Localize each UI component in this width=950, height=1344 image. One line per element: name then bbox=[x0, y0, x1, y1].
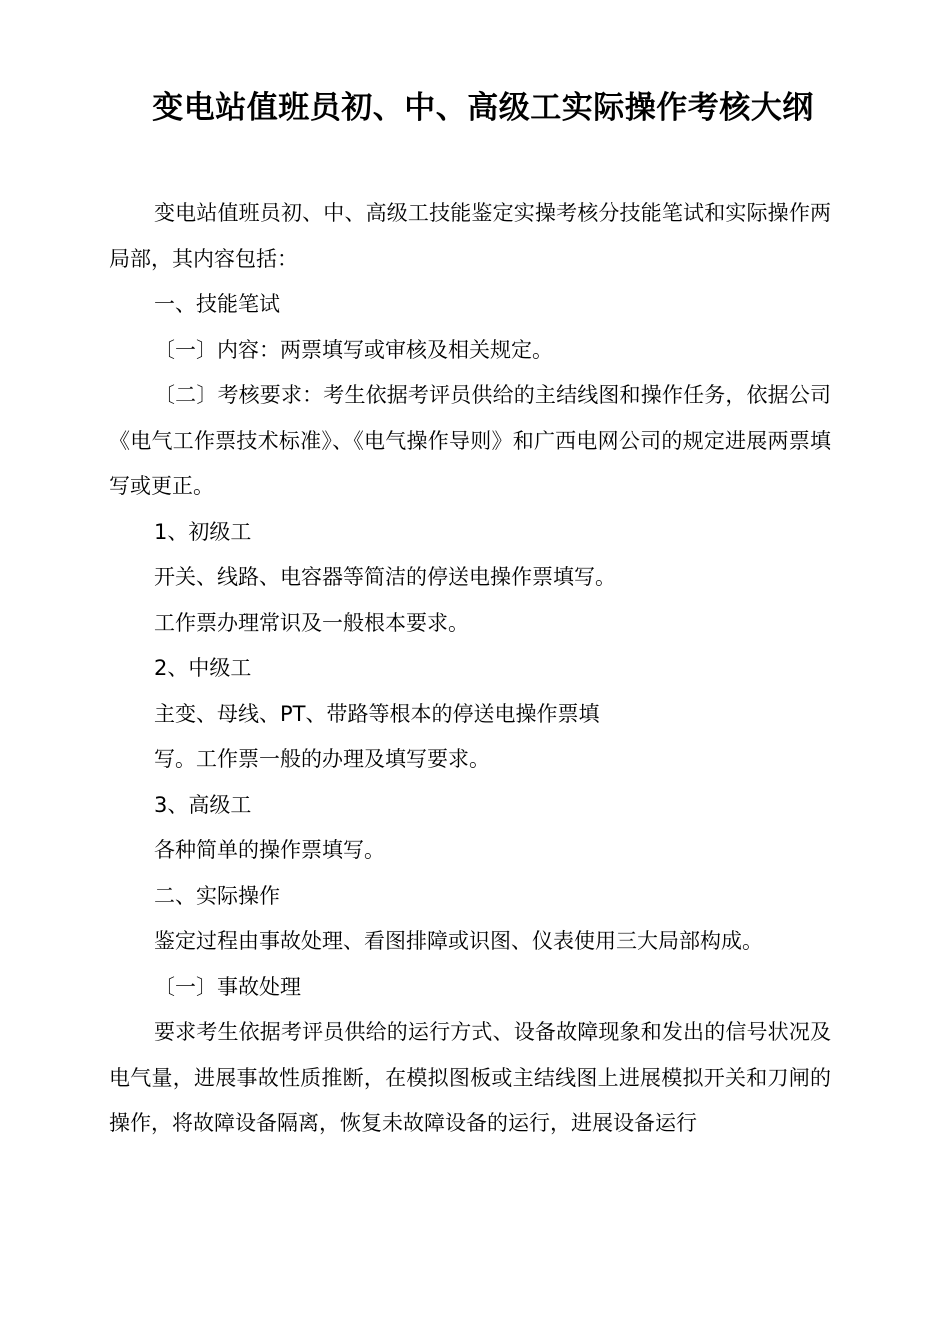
subsection-heading-fault-handling: 〔一〕事故处理 bbox=[154, 974, 301, 999]
written-test-requirements: 〔二〕考核要求：考生依据考评员供给的主结线图和操作任务，依据公司《电气工作票技术标准》、《电气操作导则》和广西电网公司的规定进展两票填写或更正。 bbox=[109, 383, 831, 498]
document-title: 变电站值班员初、中、高级工实际操作考核大纲 bbox=[152, 90, 814, 126]
level-heading-senior: 3、高级工 bbox=[154, 792, 252, 817]
document-body bbox=[109, 191, 831, 1147]
junior-item-1: 开关、线路、电容器等简洁的停送电操作票填写。 bbox=[154, 565, 616, 589]
practical-intro: 鉴定过程由事故处理、看图排障或识图、仪表使用三大局部构成。 bbox=[154, 929, 763, 953]
level-heading-intermediate: 2、中级工 bbox=[154, 656, 252, 680]
senior-item-1: 各种简单的操作票填写。 bbox=[154, 838, 385, 862]
section-heading-written-test: 一、技能笔试 bbox=[154, 292, 280, 316]
intermediate-item-1: 主变、母线、PT、带路等根本的停送电操作票填 bbox=[154, 701, 600, 726]
junior-item-2: 工作票办理常识及一般根本要求。 bbox=[154, 610, 469, 635]
written-test-content: 〔一〕内容：两票填写或审核及相关规定。 bbox=[154, 337, 553, 362]
intro-paragraph: 变电站值班员初、中、高级工技能鉴定实操考核分技能笔试和实际操作两局部，其内容包括： bbox=[109, 201, 831, 271]
fault-handling-paragraph: 要求考生依据考评员供给的运行方式、设备故障现象和发出的信号状况及电气量，进展事故性质推断，在模拟图板或主结线图上进展模拟开关和刀闸的操作，将故障设备隔离，恢复未故障设备的运行，进展设备运行 bbox=[109, 1020, 831, 1135]
level-heading-junior: 1、初级工 bbox=[154, 519, 252, 544]
intermediate-item-2: 写。工作票一般的办理及填写要求。 bbox=[154, 747, 490, 771]
section-heading-practical: 二、实际操作 bbox=[154, 883, 280, 908]
